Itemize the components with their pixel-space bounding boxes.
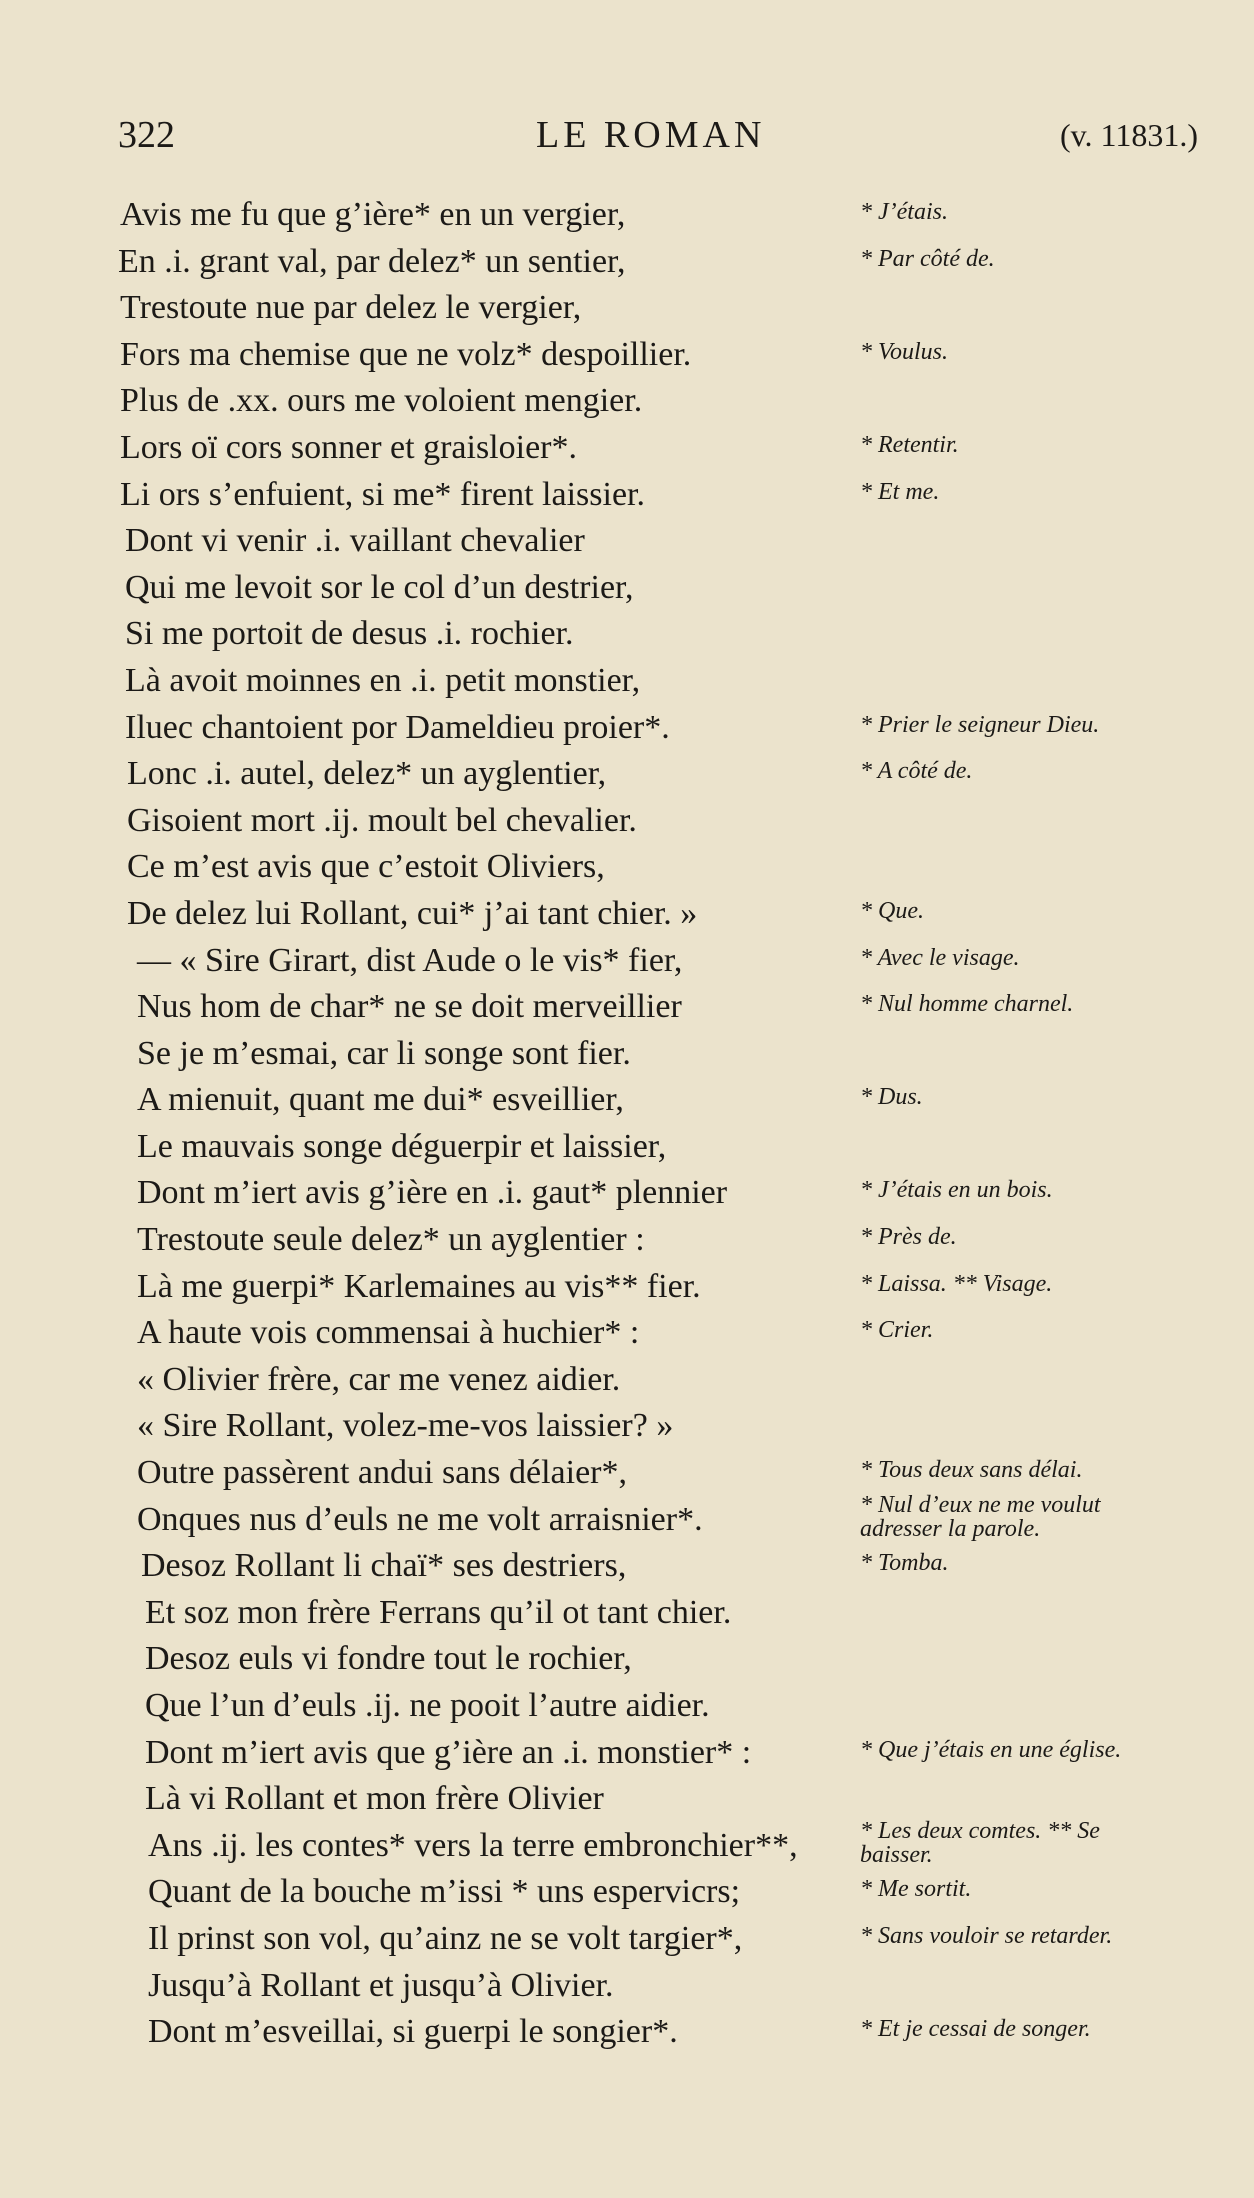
verse-text: Quant de la bouche m’issi * uns espervicrs;	[148, 1873, 741, 1911]
verse-text: Là vi Rollant et mon frère Olivier	[145, 1780, 604, 1818]
gloss-text: * Nul homme charnel.	[860, 991, 1074, 1018]
gloss-note	[860, 990, 1073, 1018]
gloss-note	[860, 1456, 1082, 1484]
running-title: LE ROMAN	[536, 114, 766, 156]
gloss-text: * Et me.	[860, 478, 940, 505]
verse-text: Gisoient mort .ij. moult bel chevalier.	[127, 801, 637, 839]
gloss-note	[860, 1922, 1112, 1950]
poem-line	[0, 1730, 1254, 1777]
gloss-note	[860, 1493, 1101, 1541]
verse-text: Iluec chantoient por Dameldieu proier*.	[125, 708, 670, 746]
poem-line	[0, 1869, 1254, 1916]
verse-text: Li ors s’enfuient, si me* firent laissier.	[120, 475, 645, 513]
poem-line	[0, 1403, 1254, 1450]
verse-text: Là avoit moinnes en .i. petit monstier,	[125, 661, 641, 699]
verse-text: Nus hom de char* ne se doit merveillier	[137, 988, 682, 1026]
gloss-text: * Et je cessai de songer.	[860, 2016, 1091, 2043]
verse-text: A mienuit, quant me dui* esveillier,	[137, 1081, 624, 1119]
poem-line	[0, 1077, 1254, 1124]
poem-line	[0, 2009, 1254, 2056]
verse-text: Et soz mon frère Ferrans qu’il ot tant chier.	[145, 1593, 732, 1631]
verse-text: A haute vois commensai à huchier* :	[137, 1314, 640, 1352]
poem-line	[0, 1310, 1254, 1357]
gloss-text: * Les deux comtes. ** Se	[860, 1817, 1100, 1844]
poem-line	[0, 285, 1254, 332]
verse-text: Le mauvais songe déguerpir et laissier,	[137, 1127, 667, 1165]
verse-text: « Sire Rollant, volez-me-vos laissier? »	[137, 1407, 674, 1445]
verse-text: Ce m’est avis que c’estoit Oliviers,	[127, 848, 605, 886]
gloss-text: * Que.	[860, 897, 924, 924]
poem-line	[0, 518, 1254, 565]
poem-line	[0, 332, 1254, 379]
poem-line	[0, 1916, 1254, 1963]
verse-text: Lonc .i. autel, delez* un ayglentier,	[127, 755, 607, 793]
verse-text: Ans .ij. les contes* vers la terre embronchier**,	[148, 1826, 798, 1864]
gloss-note	[860, 897, 924, 925]
gloss-note	[860, 1819, 1100, 1867]
verse-reference: (v. 11831.)	[1059, 117, 1198, 153]
gloss-note	[860, 1736, 1121, 1764]
gloss-note	[860, 1176, 1053, 1204]
gloss-text: * Que j’étais en une église.	[860, 1736, 1122, 1763]
gloss-text: * J’étais en un bois.	[860, 1177, 1053, 1204]
poem-line	[0, 1963, 1254, 2010]
poem-line	[0, 1357, 1254, 1404]
gloss-note	[860, 944, 1020, 972]
verse-text: Qui me levoit sor le col d’un destrier,	[125, 568, 634, 606]
poem-line	[0, 705, 1254, 752]
verse-text: Se je m’esmai, car li songe sont fier.	[137, 1034, 631, 1072]
verse-block	[0, 192, 1254, 2056]
poem-line	[0, 938, 1254, 985]
poem-line	[0, 1683, 1254, 1730]
verse-text: Si me portoit de desus .i. rochier.	[125, 615, 574, 653]
poem-line	[0, 1450, 1254, 1497]
poem-line	[0, 1491, 1254, 1544]
page-header	[118, 112, 1198, 158]
gloss-text: * Nul d’eux ne me voulut	[860, 1491, 1101, 1518]
gloss-note	[860, 757, 972, 785]
poem-line	[0, 1590, 1254, 1637]
poem-line	[0, 1776, 1254, 1823]
gloss-text: * Voulus.	[860, 338, 949, 365]
verse-text: De delez lui Rollant, cui* j’ai tant chier. »	[127, 894, 698, 932]
gloss-text: * Avec le visage.	[860, 944, 1020, 971]
poem-line	[0, 472, 1254, 519]
gloss-note	[860, 2015, 1091, 2043]
poem-line	[0, 891, 1254, 938]
verse-text: Desoz euls vi fondre tout le rochier,	[145, 1640, 632, 1678]
poem-line	[0, 378, 1254, 425]
poem-line	[0, 192, 1254, 239]
poem-line	[0, 844, 1254, 891]
verse-text: Dont m’iert avis que g’ière an .i. monstier* :	[145, 1733, 752, 1771]
gloss-note	[860, 1875, 971, 1903]
verse-text: Trestoute seule delez* un ayglentier :	[137, 1221, 645, 1259]
verse-text: Là me guerpi* Karlemaines au vis** fier.	[137, 1267, 701, 1305]
poem-line	[0, 611, 1254, 658]
gloss-text: * Retentir.	[860, 431, 959, 458]
gloss-text: * Près de.	[860, 1224, 957, 1251]
verse-text: Onques nus d’euls ne me volt arraisnier*.	[137, 1500, 703, 1538]
gloss-text: baisser.	[860, 1841, 933, 1868]
poem-line	[0, 1636, 1254, 1683]
verse-text: Desoz Rollant li chaï* ses destriers,	[141, 1547, 627, 1585]
gloss-note	[860, 478, 939, 506]
verse-text: Plus de .xx. ours me voloient mengier.	[120, 382, 643, 420]
verse-text: Dont m’esveillai, si guerpi le songier*.	[148, 2013, 678, 2051]
gloss-note	[860, 431, 959, 459]
verse-text: Avis me fu que g’ière* en un vergier,	[120, 196, 626, 233]
poem-line	[0, 1817, 1254, 1870]
gloss-text: * Me sortit.	[860, 1876, 972, 1903]
verse-text: Jusqu’à Rollant et jusqu’à Olivier.	[148, 1966, 614, 2004]
poem-line	[0, 565, 1254, 612]
verse-text: — « Sire Girart, dist Aude o le vis* fier,	[137, 941, 683, 979]
poem-line	[0, 1124, 1254, 1171]
gloss-note	[860, 1270, 1052, 1298]
poem-line	[0, 1031, 1254, 1078]
page-number: 322	[118, 114, 175, 156]
verse-text: Dont m’iert avis g’ière en .i. gaut* plennier	[137, 1174, 728, 1212]
gloss-text: * Prier le seigneur Dieu.	[860, 711, 1100, 738]
gloss-text: * Crier.	[860, 1317, 934, 1344]
gloss-text: * A côté de.	[860, 758, 973, 785]
verse-text: Dont vi venir .i. vaillant chevalier	[125, 522, 585, 560]
gloss-note	[860, 245, 995, 273]
gloss-text: * J’étais.	[860, 199, 948, 225]
verse-text: Fors ma chemise que ne volz* despoillier.	[120, 335, 692, 373]
poem-line	[0, 1217, 1254, 1264]
gloss-note	[860, 1223, 957, 1251]
gloss-note	[860, 198, 948, 226]
poem-line	[0, 751, 1254, 798]
gloss-text: * Laissa. ** Visage.	[860, 1270, 1053, 1297]
poem-line	[0, 798, 1254, 845]
gloss-note	[860, 1083, 923, 1111]
gloss-note	[860, 1549, 948, 1577]
verse-text: « Olivier frère, car me venez aidier.	[137, 1360, 621, 1398]
gloss-text: * Dus.	[860, 1084, 923, 1111]
poem-line	[0, 239, 1254, 286]
poem-line	[0, 658, 1254, 705]
gloss-note	[860, 711, 1099, 739]
verse-text: Lors oï cors sonner et graisloier*.	[120, 428, 577, 466]
gloss-text: * Sans vouloir se retarder.	[860, 1922, 1113, 1949]
gloss-note	[860, 1316, 933, 1344]
gloss-text: adresser la parole.	[860, 1515, 1041, 1542]
poem-line	[0, 425, 1254, 472]
poem-line	[0, 1264, 1254, 1311]
verse-text: En .i. grant val, par delez* un sentier,	[118, 242, 626, 280]
verse-text: Que l’un d’euls .ij. ne pooit l’autre aidier.	[145, 1687, 710, 1724]
verse-text: Il prinst son vol, qu’ainz ne se volt targier*,	[148, 1919, 743, 1957]
poem-line	[0, 1170, 1254, 1217]
verse-text: Trestoute nue par delez le vergier,	[120, 289, 582, 327]
gloss-text: * Tous deux sans délai.	[860, 1457, 1083, 1484]
poem-line	[0, 984, 1254, 1031]
poem-line	[0, 1543, 1254, 1590]
gloss-text: * Tomba.	[860, 1550, 949, 1577]
verse-text: Outre passèrent andui sans délaier*,	[137, 1454, 627, 1492]
gloss-text: * Par côté de.	[860, 245, 995, 272]
gloss-note	[860, 338, 948, 366]
